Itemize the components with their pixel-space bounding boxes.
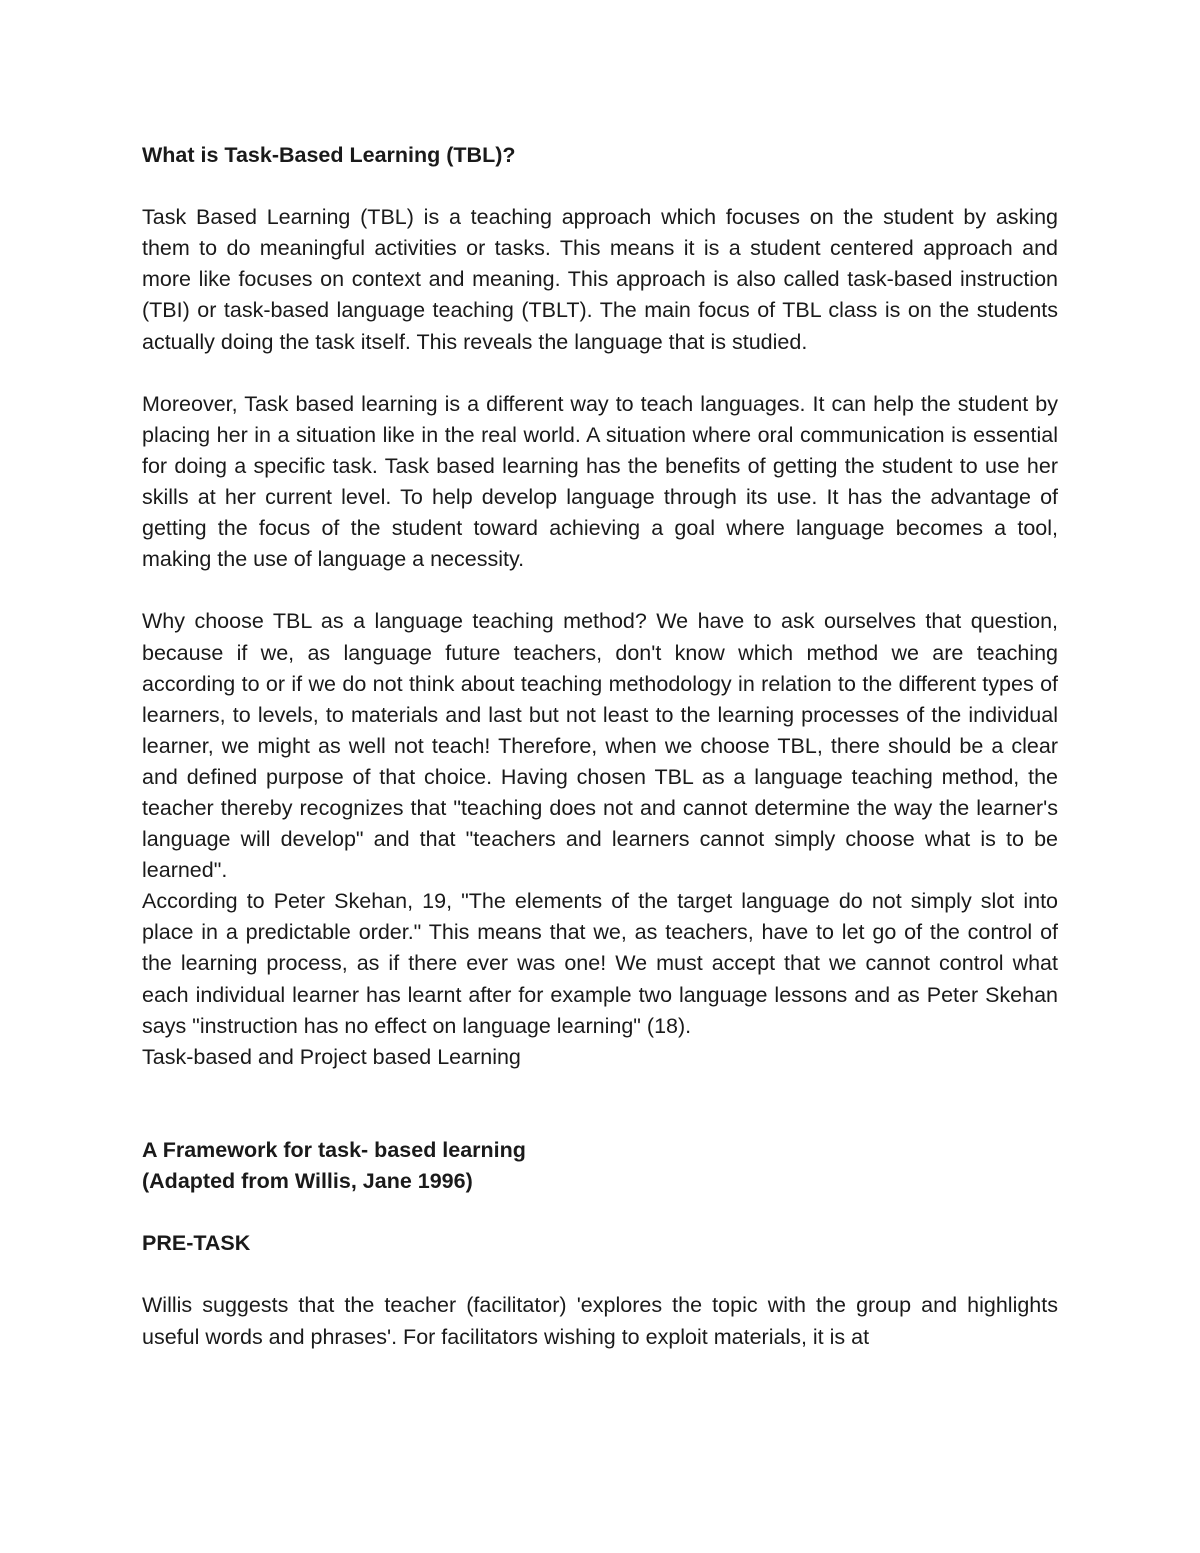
paragraph-why-choose: Why choose TBL as a language teaching method? We have to ask ourselves that question, because if we, as language future teachers, don't know which method we are teaching according to or if we do not think about teaching methodology in relation to the different types of learners, to levels, to materials and last but not least to the learning processes of the individual learner, we might as well not teach! Therefore, when we choose TBL, there should be a clear and defined purpose of that choice. Having chosen TBL as a language teaching method, the teacher thereby recognizes that "teaching does not and cannot determine the way the learner's language will develop" and that "teachers and learners cannot simply choose what is to be learned".	[142, 609, 1058, 883]
paragraph-project-based: Task-based and Project based Learning	[142, 1044, 521, 1069]
section-subtitle-willis: (Adapted from Willis, Jane 1996)	[142, 1169, 473, 1194]
subheading-pre-task: PRE-TASK	[142, 1231, 251, 1256]
section-title-framework: A Framework for task- based learning	[142, 1138, 526, 1162]
paragraph-moreover: Moreover, Task based learning is a different way to teach languages. It can help the student by placing her in a situation like in the real world. A situation where oral communication is essential for doing a specific task. Task based learning has the benefits of getting the student to use her skills at her current level. To help develop language through its use. It has the advantage of getting the focus of the student toward achieving a goal where language becomes a tool, making the use of language a necessity.	[142, 391, 1058, 572]
document-page	[142, 140, 1058, 1353]
spacer	[142, 171, 1058, 202]
spacer	[142, 575, 1058, 606]
spacer	[142, 358, 1058, 389]
spacer	[142, 1259, 1058, 1290]
spacer	[142, 1197, 1058, 1228]
paragraph-intro: Task Based Learning (TBL) is a teaching approach which focuses on the student by asking them to do meaningful activities or tasks. This means it is a student centered approach and more like focuses on context and meaning. This approach is also called task-based instruction (TBI) or task-based language teaching (TBLT). The main focus of TBL class is on the students actually doing the task itself. This reveals the language that is studied.	[142, 205, 1058, 354]
paragraph-skehan: According to Peter Skehan, 19, "The elements of the target language do not simply slot into place in a predictable order." This means that we, as teachers, have to let go of the control of the learning process, as if there ever was one! We must accept that we cannot control what each individual learner has learnt after for example two language lessons and as Peter Skehan says "instruction has no effect on language learning" (18).	[142, 889, 1058, 1038]
paragraph-willis-suggests: Willis suggests that the teacher (facilitator) 'explores the topic with the group and highlights useful words and phrases'. For facilitators wishing to exploit materials, it is at	[142, 1293, 1058, 1349]
section-title-tbl: What is Task-Based Learning (TBL)?	[142, 143, 516, 167]
spacer	[142, 1073, 1058, 1135]
